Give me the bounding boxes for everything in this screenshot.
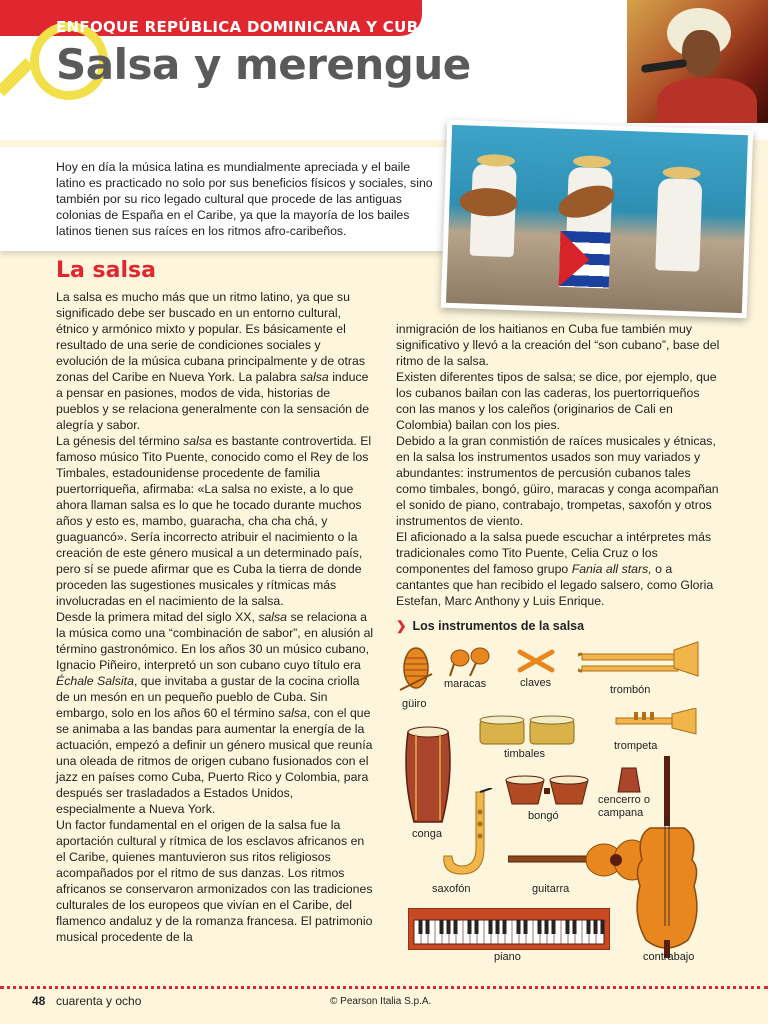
piano-black-key — [475, 920, 479, 934]
instruments-title: ❯ Los instrumentos de la salsa — [396, 619, 585, 633]
musicians-photo — [441, 120, 753, 319]
intro-box — [0, 147, 446, 251]
piano-black-key — [468, 920, 472, 934]
piano-black-key — [566, 920, 570, 934]
piano-black-key — [419, 920, 423, 934]
label-timbales: timbales — [504, 748, 545, 760]
label-bongo: bongó — [528, 810, 559, 822]
label-guiro: güiro — [402, 698, 427, 710]
col1-paragraph-1: La salsa es mucho más que un ritmo latino, ya que su significado debe ser buscado en un entorno cultural, étnico y armónico mixto y popular. Es básicamente el resultado de una serie de condiciones sociales y evolución de la música cubana principalmente y de otras zonas del Caribe en Nueva York. La palabra salsa induce a pensar en pasiones, modos de vida, historias de pueblos y se relaciona generalmente con la sensación de alegría y sabor. — [56, 290, 370, 432]
guitarra-icon — [508, 838, 652, 882]
singer-photo — [627, 0, 768, 123]
piano-black-key — [517, 920, 521, 934]
copyright: © Pearson Italia S.p.A. — [330, 996, 432, 1007]
col2-paragraph-3: Debido a la gran conmistión de raíces musicales y étnicas, en la salsa los instrumentos usados son muy variados y abundantes: instrumentos de percusión cubanos tales como timbales, bongó, güiro, maracas y conga acompañan el sonido de piano, contrabajo, trompetas, saxofón y otros instrumentos de viento. — [396, 434, 719, 528]
piano-black-key — [503, 920, 507, 934]
piano-black-key — [440, 920, 444, 934]
label-trombon: trombón — [610, 684, 651, 696]
guiro-icon — [398, 644, 434, 698]
label-cencerro-2: campana — [598, 807, 644, 819]
singer-face — [682, 30, 720, 76]
column-2 — [396, 321, 722, 609]
piano-black-key — [496, 920, 500, 934]
intro-text: Hoy en día la música latina es mundialmente apreciada y el baile latino es practicado no solo por sus beneficios físicos y sociales, sino también por su rico legado cultural que procede de las antiguas colonias de España en el Caribe, ya que la mayoría de los bailes latinos tienen sus raíces en los ritmos afro-caribeños. — [56, 160, 433, 238]
saxofon-icon — [436, 788, 496, 882]
footer-divider — [0, 986, 768, 989]
label-maracas: maracas — [444, 678, 487, 690]
page-number-words: cuarenta y ocho — [56, 994, 142, 1008]
piano-black-key — [594, 920, 598, 934]
piano-black-key — [587, 920, 591, 934]
claves-icon — [516, 648, 556, 674]
piano-black-key — [447, 920, 451, 934]
column-1 — [56, 289, 374, 945]
piano-black-key — [545, 920, 549, 934]
piano-black-key — [573, 920, 577, 934]
maracas-icon — [448, 646, 494, 678]
piano-icon — [408, 908, 610, 950]
instruments-figure — [396, 640, 726, 970]
col1-paragraph-3: Desde la primera mitad del siglo XX, salsa se relaciona a la música como una “combinación de sabor”, en alusión al término gastronómico. En los años 30 un músico cubano, Ignacio Piñeiro, interpretó un son cubano cuyo título era Échale Salsita, que invitaba a gustar de la cocina criolla de un mesón en un pequeño pueblo de Cuba. Sin embargo, solo en los años 60 el término salsa, con el que se animaba a las bandas para aumentar la energía de la actuación, empezó a definir un género musical que reunía una oleada de ritmos de origen cubano fusionados con el jazz en países como Cuba, Puerto Rico y Colombia, para después ser trasladados a Estados Unidos, especialmente a Nueva York. — [56, 610, 374, 816]
contrabajo-icon — [632, 756, 702, 960]
piano-black-key — [601, 920, 605, 934]
timbales-icon — [478, 714, 578, 748]
trombon-icon — [578, 640, 702, 680]
section-heading: La salsa — [56, 258, 156, 283]
microphone-icon — [641, 59, 688, 73]
trompeta-icon — [612, 708, 700, 736]
col1-paragraph-2: La génesis del término salsa es bastante controvertida. El famoso músico Tito Puente, conocido como el Rey de los Timbales, estadounidense procedente de familia puertorriqueña, afirmaba: «La salsa no existe, a lo que ahora llaman salsa es lo que he tocado durante muchos años y esto es, mambo, guaracha, cha cha chá, y guaguancó». Sería incorrecto atribuir el nacimiento o la creación de este género musical a un determinado país, pero sí se puede afirmar que es Cuba la tierra de donde proceden las sugestiones musicales y rítmicas más involucradas en el nacimiento de la salsa. — [56, 434, 372, 608]
cuban-flag — [559, 231, 611, 289]
label-cencerro-1: cencerro o — [598, 794, 650, 806]
label-saxofon: saxofón — [432, 883, 471, 895]
label-trompeta: trompeta — [614, 740, 658, 752]
label-guitarra: guitarra — [532, 883, 570, 895]
col2-paragraph-4: El aficionado a la salsa puede escuchar a intérpretes más tradicionales como Tito Puente, Celia Cruz o los componentes del famoso grupo Fania all stars, o a cantantes que han recibido el legado salsero, como Gloria Estefan, Marc Anthony y Luis Enrique. — [396, 530, 714, 608]
col2-paragraph-1: inmigración de los haitianos en Cuba fue también muy significativo y llevó a la creación del “son cubano”, base del ritmo de la salsa. — [396, 322, 720, 368]
col1-paragraph-4: Un factor fundamental en el origen de la salsa fue la aportación cultural y rítmica de los esclavos africanos en el Caribe, quienes mantuvieron sus ritos religiosos acompañados por el ritmo de sus danzas. Los ritmos africanos se conservaron armonizados con las tradiciones culturales de los europeos que vivían en el Caribe, del flamenco andaluz y de la romanza francesa. El patrimonio musical procedente de la — [56, 818, 373, 944]
label-piano: piano — [494, 951, 521, 963]
piano-black-key — [552, 920, 556, 934]
musicians-scene — [446, 125, 748, 313]
label-claves: claves — [520, 677, 552, 689]
piano-black-key — [454, 920, 458, 934]
piano-black-key — [538, 920, 542, 934]
col2-paragraph-2: Existen diferentes tipos de salsa; se dice, por ejemplo, que los cubanos bailan con las caderas, los puertorriqueños con las manos y los caleños (originarios de Cali en Colombia) bailan con los pies. — [396, 370, 717, 432]
page-number: 48 — [32, 994, 46, 1008]
section-kicker: ENFOQUE REPÚBLICA DOMINICANA Y CUBA — [56, 18, 431, 36]
page-title: Salsa y merengue — [56, 40, 471, 89]
label-conga: conga — [412, 828, 442, 840]
singer-dress — [657, 78, 757, 123]
piano-black-key — [524, 920, 528, 934]
piano-black-key — [489, 920, 493, 934]
bongo-icon — [504, 772, 590, 808]
chevron-right-icon: ❯ — [396, 619, 407, 633]
musician-3 — [655, 178, 702, 271]
label-contrabajo: contrabajo — [643, 951, 695, 963]
piano-black-key — [426, 920, 430, 934]
